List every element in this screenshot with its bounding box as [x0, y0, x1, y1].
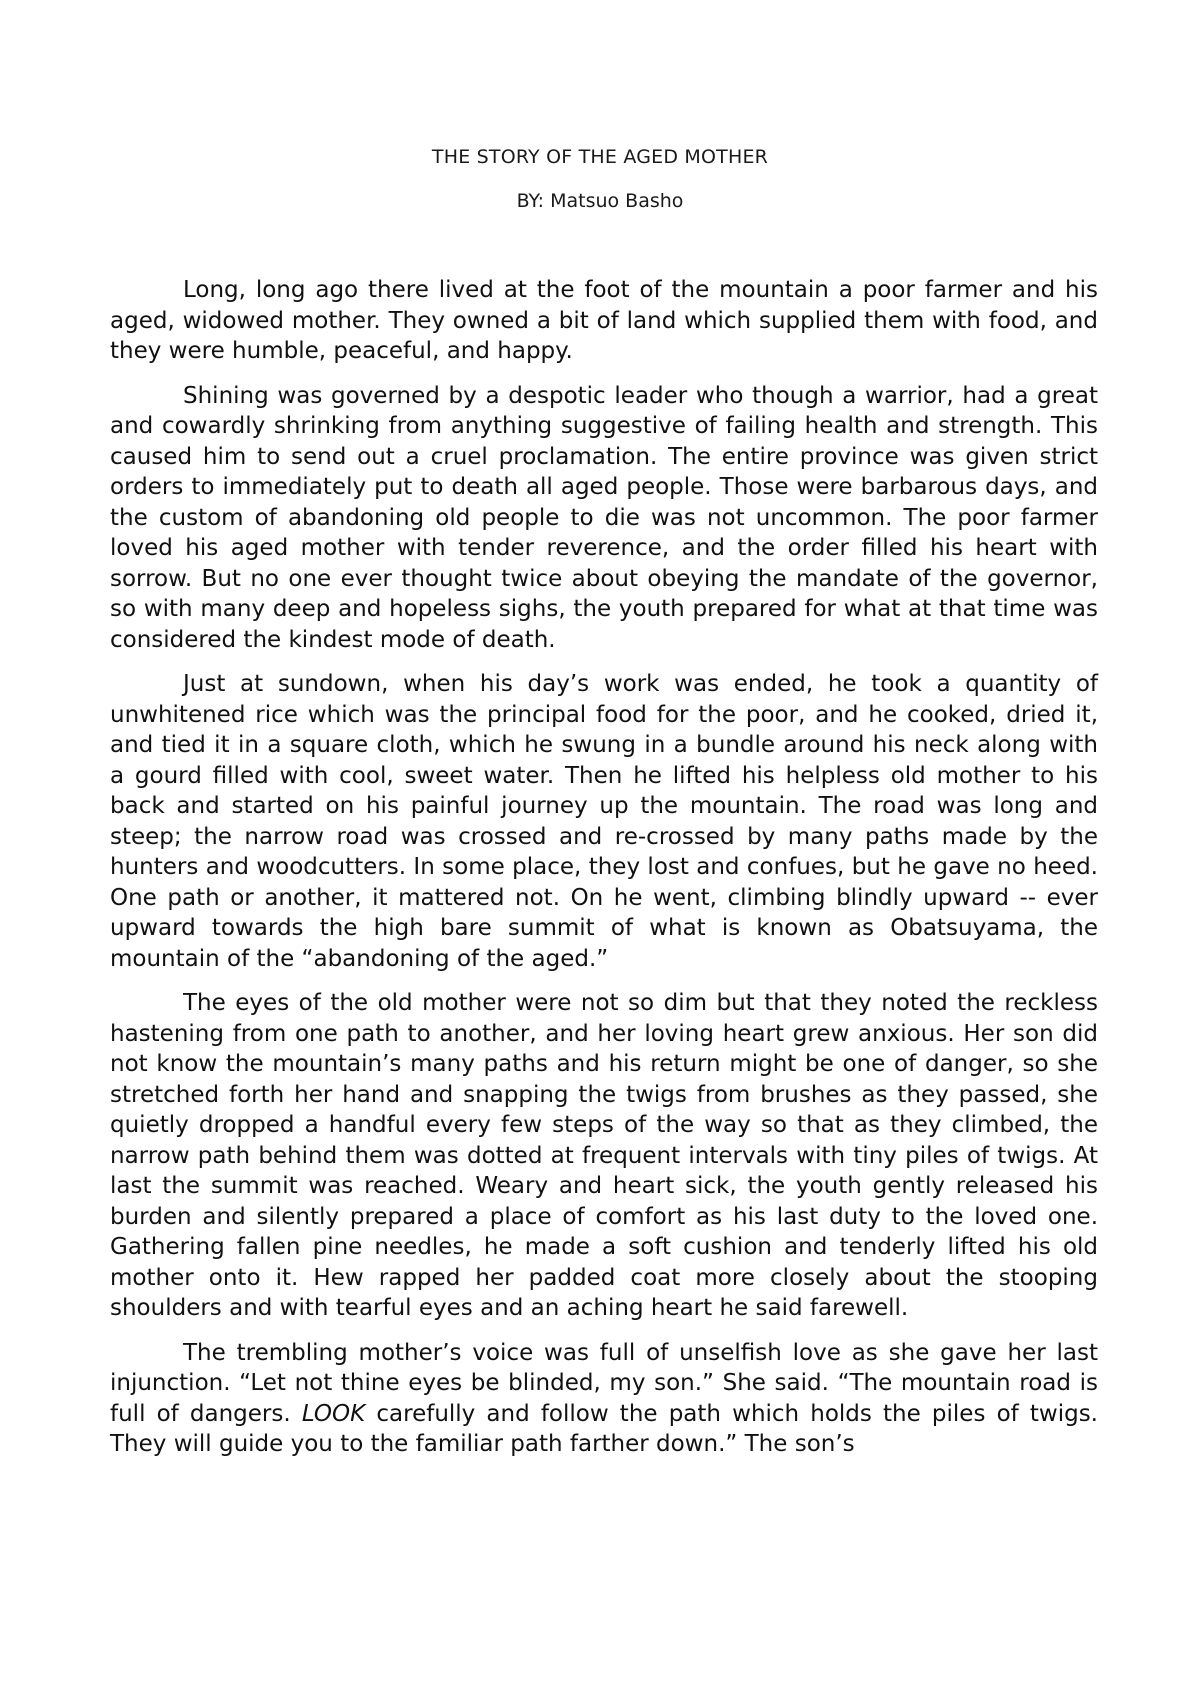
document-title: THE STORY OF THE AGED MOTHER	[431, 146, 769, 168]
paragraph: The eyes of the old mother were not so dim but that they noted the reckless hastening from one path to another, and her loving heart grew anxious. Her son did not know the mountain’s many paths and his return might be one of danger, so she stretched forth her hand and snapping the twigs from brushes as they passed, she quietly dropped a handful every few steps of the way so that as they climbed, the narrow path behind them was dotted at frequent intervals with tiny piles of twigs. At last the summit was reached. Weary and heart sick, the youth gently released his burden and silently prepared a place of comfort as his last duty to the loved one. Gathering fallen pine needles, he made a soft cushion and tenderly lifted his old mother onto it. Hew rapped her padded coat more closely about the stooping shoulders and with tearful eyes and an aching heart he said farewell.	[110, 990, 1098, 1321]
paragraph: Long, long ago there lived at the foot of the mountain a poor farmer and his aged, widowed mother. They owned a bit of land which supplied them with food, and they were humble, peaceful, and happy.	[110, 277, 1098, 364]
document-body	[110, 275, 1098, 1460]
emphasized-word: LOOK	[301, 1400, 366, 1427]
paragraph-last	[110, 1338, 1098, 1460]
paragraph-text: The trembling mother’s voice was full of unselfish love as she gave her last injunction. “Let not thine eyes be blinded, my son.” She said. “The mountain road is full of dangers.	[110, 1339, 1098, 1427]
document-byline: BY: Matsuo Basho	[516, 190, 684, 212]
paragraph-text: carefully and follow the path which holds the piles of twigs. They will guide you to the familiar path farther down.” The son’s	[110, 1400, 1098, 1457]
paragraph: Just at sundown, when his day’s work was ended, he took a quantity of unwhitened rice which was the principal food for the poor, and he cooked, dried it, and tied it in a square cloth, which he swung in a bundle around his neck along with a gourd filled with cool, sweet water. Then he lifted his helpless old mother to his back and started on his painful journey up the mountain. The road was long and steep; the narrow road was crossed and re-crossed by many paths made by the hunters and woodcutters. In some place, they lost and confues, but he gave no heed. One path or another, it mattered not. On he went, climbing blindly upward -- ever upward towards the high bare summit of what is known as Obatsuyama, the mountain of the “abandoning of the aged.”	[110, 671, 1098, 972]
paragraph: Shining was governed by a despotic leader who though a warrior, had a great and cowardly shrinking from anything suggestive of failing health and strength. This caused him to send out a cruel proclamation. The entire province was given strict orders to immediately put to death all aged people. Those were barbarous days, and the custom of abandoning old people to die was not uncommon. The poor farmer loved his aged mother with tender reverence, and the order filled his heart with sorrow. But no one ever thought twice about obeying the mandate of the governor, so with many deep and hopeless sighs, the youth prepared for what at that time was considered the kindest mode of death.	[110, 382, 1098, 653]
